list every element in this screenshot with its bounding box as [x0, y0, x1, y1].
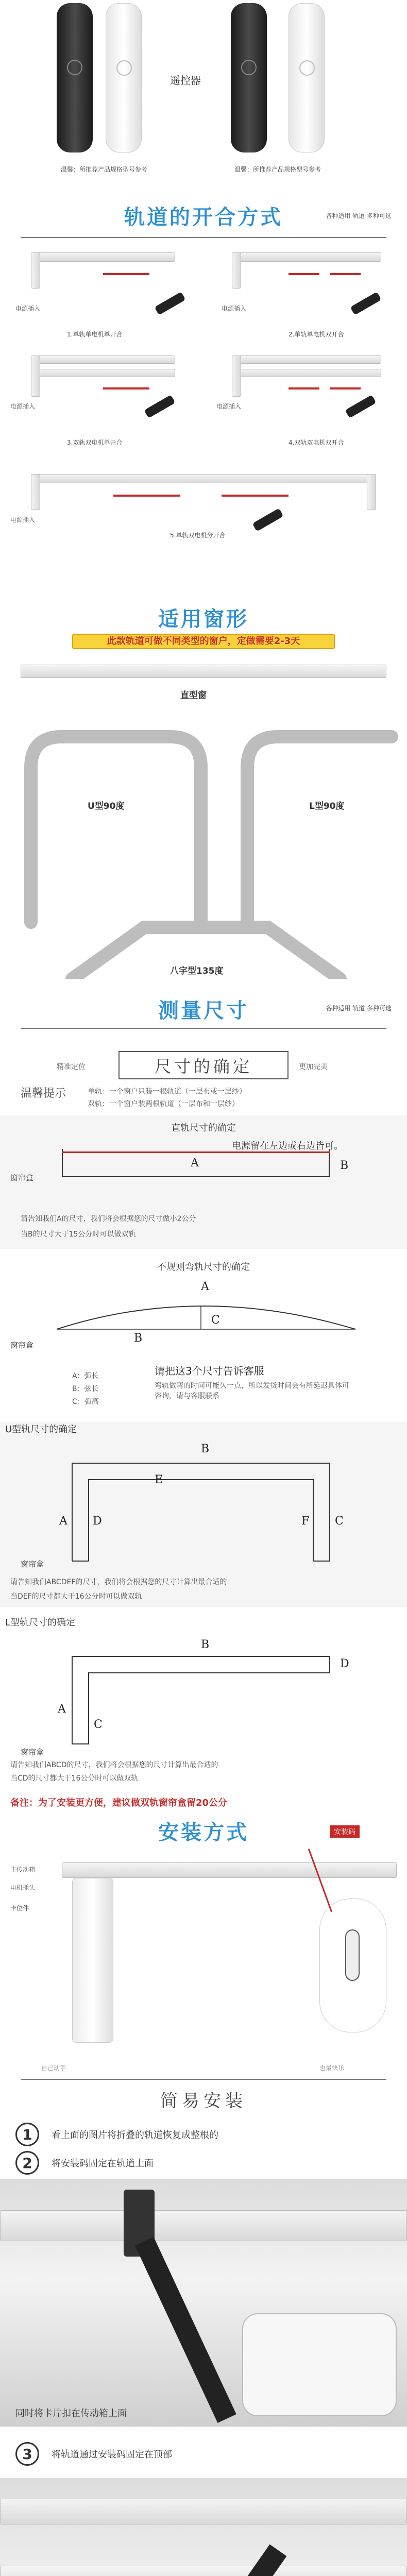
- u-e: E: [155, 1473, 163, 1486]
- remote-white-left: [106, 3, 142, 152]
- tip-label: 温馨提示: [21, 1087, 66, 1100]
- remote-button-icon: [299, 60, 315, 76]
- measure-tag: 各种适用 轨道 多种可选: [326, 1005, 392, 1012]
- step-2-text: 将安装码固定在轨道上面: [52, 2158, 154, 2169]
- l-text-2: 当CD的尺寸都大于16公分时可以做双轨: [10, 1774, 139, 1783]
- measure-divider: [21, 1028, 386, 1029]
- remote-hand-icon: [155, 292, 186, 315]
- arrow-icon: [330, 273, 361, 275]
- happy-label: 也最快乐: [319, 2064, 345, 2072]
- rail-2-bracket: [232, 252, 241, 289]
- mode-1-label: 1.单轨单电机单开合: [67, 331, 123, 338]
- legend-a: A：弧长: [72, 1372, 99, 1380]
- arrow-icon: [103, 387, 149, 389]
- photo-rail-2: [0, 2566, 407, 2576]
- photo-rail: [0, 2210, 407, 2241]
- curve-title: 不规则弯轨尺寸的确定: [157, 1262, 250, 1273]
- remote-button-icon: [116, 60, 132, 76]
- legend-b: B：弦长: [72, 1385, 99, 1393]
- remote-white-right: [289, 3, 325, 152]
- u-inner: [89, 1480, 313, 1561]
- tip-2: 双轨：一个窗户装两根轨道（一层布和一层纱）: [88, 1100, 239, 1108]
- mode-2-label: 2.单轨单电机双开合: [289, 331, 344, 338]
- install-label-1: 主传动箱: [10, 1866, 36, 1873]
- remote-hand-icon: [345, 395, 377, 418]
- install-photo-2: [0, 2478, 407, 2576]
- u-f: F: [301, 1515, 310, 1528]
- remote-label: 遥控器: [170, 74, 201, 87]
- auto-label: 自己动手: [41, 2064, 66, 2072]
- modes-tag: 各种适用 轨道 多种可选: [326, 212, 392, 219]
- u-title: U型轨尺寸的确定: [5, 1424, 77, 1435]
- rail-4-bracket: [232, 355, 241, 397]
- l-label: L型90度: [309, 801, 345, 811]
- modes-section: [0, 196, 407, 598]
- l-box-label: 窗帘盒: [21, 1748, 44, 1757]
- power-label-4: 电源插入: [216, 403, 242, 410]
- measure-title: 测量尺寸: [158, 999, 249, 1023]
- curve-arc: [57, 1306, 355, 1329]
- note-row: [0, 1793, 407, 1814]
- remote-button-icon: [67, 60, 82, 75]
- remote-section: [0, 0, 407, 185]
- octa-label: 八字型135度: [170, 966, 224, 976]
- simple-install: [0, 2087, 407, 2174]
- power-label-1: 电源插入: [15, 305, 41, 312]
- u-c: C: [335, 1515, 344, 1528]
- step-1-text: 看上面的图片将折叠的轨道恢复成整根的: [52, 2130, 218, 2141]
- rail-1: [31, 252, 175, 262]
- rail-5-bracket-right: [367, 474, 376, 510]
- rail-1-bracket: [31, 252, 40, 289]
- rail-4b: [232, 369, 381, 377]
- screwdriver-icon: [135, 2237, 236, 2423]
- remote-hand-icon: [252, 508, 284, 532]
- l-shape: [72, 1656, 330, 1744]
- install-note: 备注：为了安装更方便，建议做双轨窗帘盒留20公分: [10, 1798, 228, 1808]
- install-label-3: 卡位件: [10, 1905, 29, 1912]
- motor-tube: [72, 1878, 113, 2043]
- remote-caption: 温馨：所推荐产品规格型号参考: [61, 166, 148, 173]
- tip-1: 单轨：一个窗户只装一根轨道（一层布或一层纱）: [88, 1088, 246, 1096]
- step-3: [0, 2437, 407, 2473]
- l-title: L型轨尺寸的确定: [5, 1617, 76, 1628]
- curve-c: C: [211, 1314, 220, 1327]
- l-a: A: [58, 1703, 66, 1716]
- step-2-icon: 2: [15, 2151, 39, 2175]
- install-label-2: 电机插头: [10, 1884, 36, 1891]
- straight-a: A: [191, 1157, 199, 1170]
- remote-hand-icon: [350, 292, 382, 315]
- arrow-icon: [330, 387, 361, 389]
- window-title: 适用窗形: [158, 607, 249, 631]
- l-text-1: 请告知我们ABCD的尺寸，我们将会根据您的尺寸计算出最合适的: [10, 1761, 218, 1769]
- install-divider: [21, 2079, 386, 2080]
- curve-a: A: [201, 1280, 209, 1293]
- straight-text-2: 当B的尺寸大于15公分时可以做双轨: [21, 1230, 136, 1239]
- l-rail-section: [0, 1615, 407, 1785]
- straight-power: 电源留在左边或右边皆可。: [232, 1141, 343, 1151]
- u-d: D: [93, 1515, 102, 1528]
- legend-c: C：弧高: [72, 1398, 99, 1406]
- power-label-2: 电源插入: [222, 305, 247, 312]
- tab-right: 更加完美: [299, 1063, 328, 1071]
- install-section: [0, 1816, 407, 2084]
- straight-label: 直型窗: [180, 690, 207, 701]
- straight-title: 直轨尺寸的确定: [171, 1123, 236, 1133]
- arrow-icon: [103, 273, 149, 275]
- rail-3b: [31, 369, 175, 377]
- simple-title: 简易安装: [160, 2091, 247, 2111]
- l-shape-rail: [247, 737, 392, 922]
- arrow-icon: [113, 495, 180, 497]
- window-note: 此款轨道可做不同类型的窗户，定做需要2-3天: [72, 634, 335, 649]
- modes-divider: [21, 237, 386, 238]
- power-label-3: 电源插入: [10, 403, 36, 410]
- mode-3-label: 3.双轨双电机单开合: [67, 439, 123, 446]
- l-d: D: [340, 1657, 349, 1670]
- remote-black-right: [231, 3, 267, 152]
- step-1-icon: 1: [15, 2123, 39, 2146]
- power-label-5: 电源插入: [10, 516, 36, 523]
- rail-5-bracket-left: [31, 474, 40, 510]
- mode-4-label: 4.双轨双电机双开合: [289, 439, 344, 446]
- rail-2: [232, 252, 381, 262]
- install-badge: 安装码: [330, 1825, 360, 1838]
- arrow-icon: [289, 387, 319, 389]
- remote-hand-icon: [144, 395, 176, 418]
- straight-rail-section: [0, 1115, 407, 1249]
- straight-text-1: 请告知我们A的尺寸，我们将会根据您的尺寸做小2公分: [21, 1215, 196, 1223]
- rail-5: [31, 474, 376, 483]
- u-label: U型90度: [88, 801, 125, 811]
- u-shape-rail: [31, 737, 201, 922]
- modes-title: 轨道的开合方式: [124, 206, 283, 229]
- rail-3a: [31, 355, 175, 364]
- u-text-2: 当DEF的尺寸都大于16公分时可以做双轨: [10, 1592, 142, 1601]
- u-rail-section: [0, 1422, 407, 1607]
- u-b: B: [201, 1443, 210, 1455]
- u-box-label: 窗帘盒: [21, 1560, 44, 1569]
- install-rail: [62, 1862, 397, 1878]
- curve-b: B: [134, 1332, 143, 1345]
- motor-switch-icon: [345, 1929, 360, 1981]
- u-text-1: 请告知我们ABCDEF的尺寸，我们将会根据您的尺寸计算出最合适的: [10, 1578, 227, 1586]
- measure-header: [0, 989, 407, 1051]
- window-shapes-svg: [0, 706, 407, 979]
- rail-3-bracket: [31, 355, 40, 397]
- install-photo-1: [0, 2179, 407, 2427]
- u-a: A: [59, 1515, 67, 1528]
- install-title: 安装方式: [158, 1821, 249, 1844]
- curve-box-label: 窗帘盒: [10, 1341, 34, 1350]
- straight-rail-line: [62, 1151, 330, 1153]
- l-b: B: [201, 1638, 210, 1651]
- u-outer: [72, 1463, 330, 1561]
- window-section: [0, 603, 407, 984]
- straight-rail-sample: [21, 665, 386, 678]
- rail-4a: [232, 355, 381, 364]
- size-determine: [0, 1051, 407, 1108]
- remote-button-icon: [241, 60, 257, 75]
- curve-rail-section: [0, 1257, 407, 1417]
- straight-b: B: [340, 1159, 349, 1172]
- arrow-icon: [222, 495, 289, 497]
- install-pointer: [308, 1849, 332, 1912]
- step-3-icon: 3: [15, 2442, 39, 2466]
- curve-detail: 弯轨做弯的时间可能久一点，所以发货时间会有所延迟具体可咨询，请与客服联系: [155, 1382, 349, 1400]
- step-3-text: 将轨道通过安装码固定在顶部: [52, 2449, 172, 2460]
- size-heading: 尺寸的确定: [118, 1051, 289, 1079]
- ceiling-rail: [0, 2499, 407, 2524]
- curve-ask: 请把这3个尺寸告诉客服: [155, 1365, 264, 1377]
- motor-box-icon: [242, 2313, 397, 2416]
- mode-5-label: 5.单轨双电机分开合: [170, 532, 226, 539]
- clip-note: 同时将卡片扣在传动箱上面: [15, 2408, 127, 2419]
- remote-black-left: [57, 3, 93, 152]
- l-c: C: [94, 1718, 103, 1731]
- remote-caption-2: 温馨：所推荐产品规格型号参考: [234, 166, 321, 173]
- arrow-icon: [289, 273, 319, 275]
- l-svg: [0, 1636, 407, 1749]
- u-svg: [0, 1443, 407, 1571]
- tab-left: 精准定位: [57, 1063, 86, 1071]
- straight-box-label: 窗帘盒: [10, 1173, 34, 1182]
